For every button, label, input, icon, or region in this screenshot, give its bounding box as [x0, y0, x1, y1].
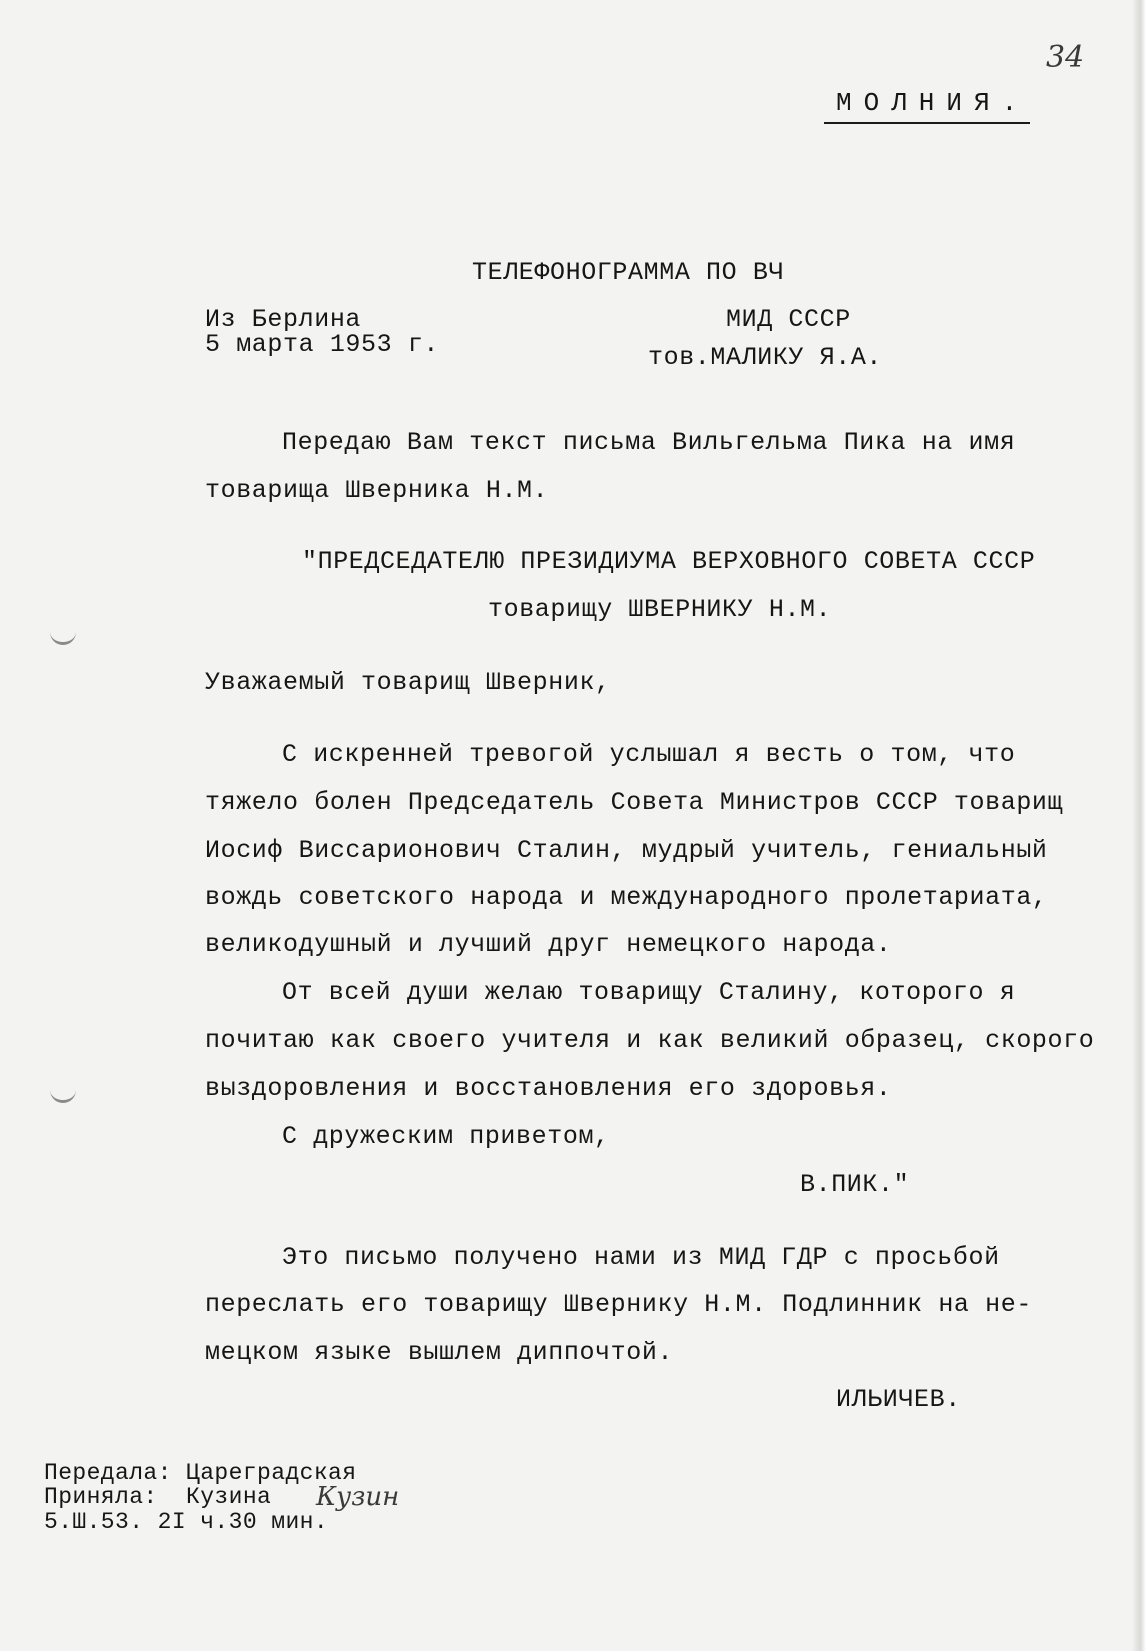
punch-hole-mark	[50, 1086, 76, 1103]
transmission-received-by: Приняла: Кузина	[44, 1484, 272, 1510]
intro-line: Передаю Вам текст письма Вильгельма Пика на имя	[282, 428, 1016, 457]
page-number: 34	[1046, 40, 1085, 75]
recipient-person: тов.МАЛИКУ Я.А.	[648, 343, 883, 372]
letter-address-line: товарищу ШВЕРНИКУ Н.М.	[488, 595, 832, 624]
page-edge	[1132, 0, 1146, 1651]
note-line: Это письмо получено нами из МИД ГДР с просьбой	[282, 1243, 1000, 1272]
origin-place: Из Берлина	[205, 305, 362, 334]
document-title: ТЕЛЕФОНОГРАММА ПО ВЧ	[472, 258, 785, 287]
letter-paragraph-line: Иосиф Виссарионович Сталин, мудрый учитель, гениальный	[205, 836, 1048, 865]
letter-paragraph-line: великодушный и лучший друг немецкого народа.	[205, 930, 892, 959]
note-line: переслать его товарищу Швернику Н.М. Подлинник на не-	[205, 1290, 1032, 1319]
transmission-timestamp: 5.Ш.53. 2I ч.30 мин.	[44, 1509, 329, 1535]
letter-paragraph-line: вождь советского народа и международного пролетариата,	[205, 883, 1048, 912]
letter-paragraph-line: От всей души желаю товарищу Сталину, которого я	[282, 978, 1016, 1007]
sender-name: ИЛЬИЧЕВ.	[836, 1385, 961, 1414]
transmission-sent-by: Передала: Цареградская	[44, 1460, 357, 1486]
letter-paragraph-line: С искренней тревогой услышал я весть о том, что	[282, 740, 1016, 769]
letter-paragraph-line: почитаю как своего учителя и как великий образец, скорого	[205, 1026, 1095, 1055]
letter-closing: С дружеским приветом,	[282, 1122, 610, 1151]
handwritten-signature: Кузин	[316, 1482, 400, 1512]
punch-hole-mark	[50, 628, 76, 645]
letter-salutation: Уважаемый товарищ Шверник,	[205, 668, 611, 697]
note-line: мецком языке вышлем диппочтой.	[205, 1338, 674, 1367]
urgency-underline	[824, 122, 1030, 124]
letter-address-line: "ПРЕДСЕДАТЕЛЮ ПРЕЗИДИУМА ВЕРХОВНОГО СОВЕТА СССР	[302, 547, 1036, 576]
letter-paragraph-line: тяжело болен Председатель Совета Министров СССР товарищ	[205, 788, 1064, 817]
letter-paragraph-line: выздоровления и восстановления его здоровья.	[205, 1074, 892, 1103]
intro-line: товарища Шверника Н.М.	[205, 476, 549, 505]
urgency-label: МОЛНИЯ.	[836, 88, 1030, 118]
recipient-org: МИД СССР	[726, 305, 851, 334]
letter-signature: В.ПИК."	[800, 1170, 910, 1199]
origin-date: 5 марта 1953 г.	[205, 330, 440, 359]
